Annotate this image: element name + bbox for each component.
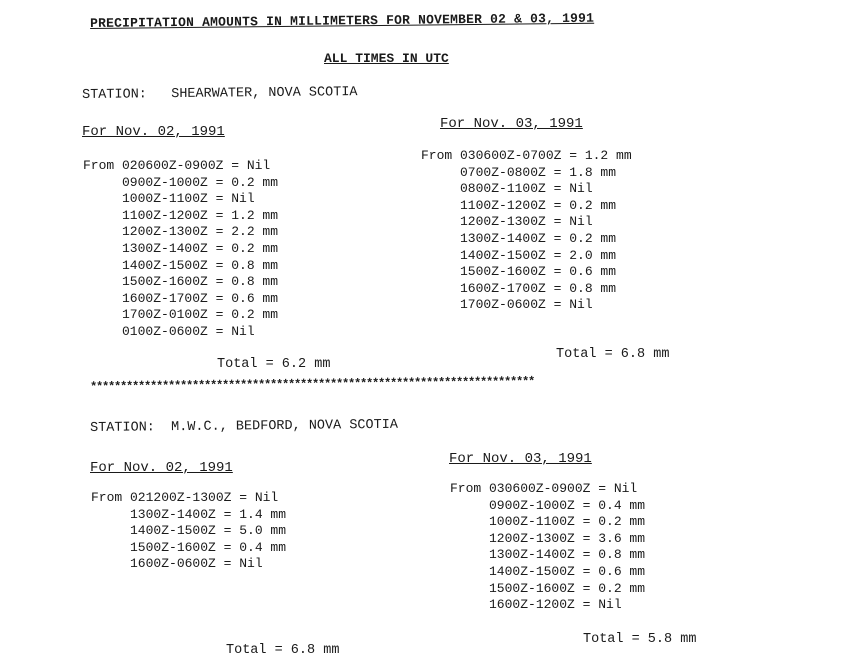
reading-line: 1500Z-1600Z = 0.4 mm <box>91 539 287 555</box>
readings-list-bedford-nov02 <box>91 490 286 573</box>
reading-line: 1200Z-1300Z = 3.6 mm <box>450 530 646 546</box>
reading-line: 1000Z-1100Z = Nil <box>83 191 255 207</box>
reading-line: From 020600Z-0900Z = Nil <box>83 158 271 173</box>
reading-line: From 021200Z-1300Z = Nil <box>91 490 279 505</box>
reading-line: 1400Z-1500Z = 5.0 mm <box>91 523 287 539</box>
reading-line: 1400Z-1500Z = 0.6 mm <box>450 563 646 579</box>
readings-list-shearwater-nov03 <box>421 148 632 314</box>
reading-line: From 030600Z-0900Z = Nil <box>450 481 638 496</box>
reading-line: 1200Z-1300Z = Nil <box>421 214 593 230</box>
reading-line: 1500Z-1600Z = 0.8 mm <box>83 274 279 290</box>
reading-line: 1400Z-1500Z = 2.0 mm <box>421 247 617 263</box>
reading-line: 1600Z-1200Z = Nil <box>450 597 622 613</box>
total-bedford-nov03: Total = 5.8 mm <box>583 632 697 647</box>
reading-line: 1000Z-1100Z = 0.2 mm <box>450 514 646 530</box>
reading-line: 1600Z-0600Z = Nil <box>91 556 263 572</box>
reading-line: 1700Z-0100Z = 0.2 mm <box>83 307 279 323</box>
reading-line: 0900Z-1000Z = 0.4 mm <box>450 497 646 513</box>
reading-line: 1700Z-0600Z = Nil <box>421 297 593 313</box>
total-bedford-nov02: Total = 6.8 mm <box>226 643 340 658</box>
document-subtitle: ALL TIMES IN UTC <box>324 51 449 66</box>
reading-line: 0100Z-0600Z = Nil <box>83 323 255 339</box>
reading-line: 1300Z-1400Z = 0.2 mm <box>421 230 617 246</box>
reading-line: From 030600Z-0700Z = 1.2 mm <box>421 148 632 163</box>
reading-line: 1100Z-1200Z = 1.2 mm <box>83 207 279 223</box>
day-header-nov03-shearwater: For Nov. 03, 1991 <box>440 116 583 132</box>
reading-line: 0900Z-1000Z = 0.2 mm <box>83 174 279 190</box>
document-title: PRECIPITATION AMOUNTS IN MILLIMETERS FOR NOVEMBER 02 & 03, 1991 <box>90 10 595 31</box>
reading-line: 1300Z-1400Z = 1.4 mm <box>91 506 287 522</box>
reading-line: 1600Z-1700Z = 0.6 mm <box>83 290 279 306</box>
reading-line: 1500Z-1600Z = 0.2 mm <box>450 580 646 596</box>
reading-line: 1300Z-1400Z = 0.8 mm <box>450 547 646 563</box>
total-shearwater-nov02: Total = 6.2 mm <box>217 357 331 372</box>
reading-line: 0800Z-1100Z = Nil <box>421 181 593 197</box>
station-label-shearwater: STATION: SHEARWATER, NOVA SCOTIA <box>82 85 358 103</box>
reading-line: 1600Z-1700Z = 0.8 mm <box>421 280 617 296</box>
reading-line: 1100Z-1200Z = 0.2 mm <box>421 197 617 213</box>
day-header-nov03-bedford: For Nov. 03, 1991 <box>449 451 592 467</box>
reading-line: 1300Z-1400Z = 0.2 mm <box>83 240 279 256</box>
station-label-bedford: STATION: M.W.C., BEDFORD, NOVA SCOTIA <box>90 417 398 436</box>
day-header-nov02-shearwater: For Nov. 02, 1991 <box>82 124 225 140</box>
readings-list-shearwater-nov02 <box>83 158 278 341</box>
day-header-nov02-bedford: For Nov. 02, 1991 <box>90 460 233 476</box>
readings-list-bedford-nov03 <box>450 481 645 614</box>
reading-line: 0700Z-0800Z = 1.8 mm <box>421 164 617 180</box>
reading-line: 1400Z-1500Z = 0.8 mm <box>83 257 279 273</box>
reading-line: 1200Z-1300Z = 2.2 mm <box>83 224 279 240</box>
total-shearwater-nov03: Total = 6.8 mm <box>556 347 670 362</box>
reading-line: 1500Z-1600Z = 0.6 mm <box>421 264 617 280</box>
section-separator: ************************************************************************** <box>90 374 535 394</box>
